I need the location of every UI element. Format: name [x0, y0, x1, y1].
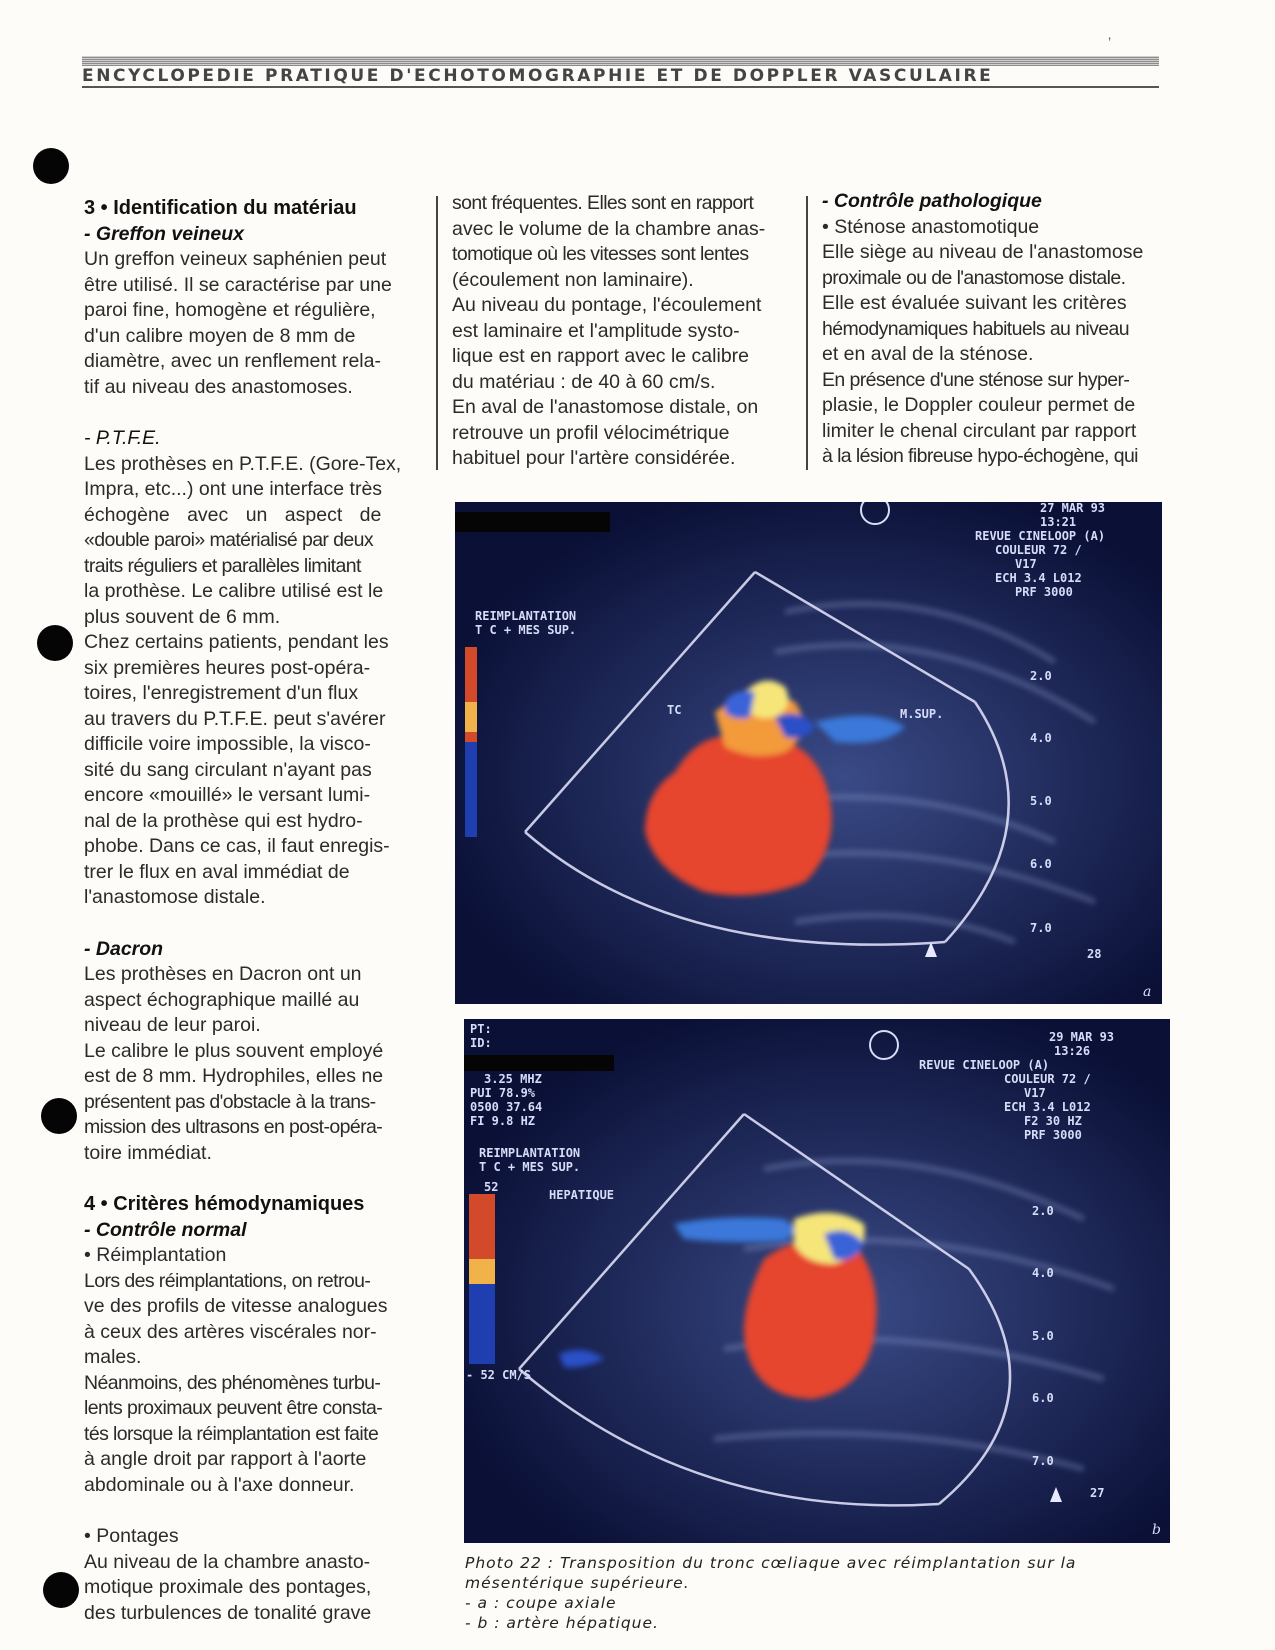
ultrasound-image-b: [464, 1019, 1170, 1543]
text-line: d'un calibre moyen de 8 mm de: [84, 324, 356, 347]
caption-line: Photo 22 : Transposition du tronc cœliaque avec réimplantation sur la: [465, 1554, 1077, 1572]
text-line: nal de la prothèse qui est hydro-: [84, 809, 363, 832]
param-line: FI 9.8 HZ: [470, 1114, 536, 1128]
redaction-bar: [455, 512, 610, 532]
text-line: Les prothèses en P.T.F.E. (Gore-Tex,: [84, 452, 402, 475]
text-line: et en aval de la sténose.: [822, 343, 1034, 365]
depth-mark: 5.0: [1030, 794, 1052, 808]
text-line: limiter le chenal circulant par rapport: [822, 419, 1137, 442]
pontages-paragraph: [84, 1550, 428, 1627]
dacron-heading: - Dacron: [84, 937, 164, 960]
overlay-right-line: 13:26: [1054, 1044, 1091, 1058]
text-line: difficile voire impossible, la visco-: [84, 733, 371, 755]
ultrasound-image-a: [455, 502, 1162, 1004]
vessel-label-tc: TC: [667, 703, 682, 717]
column-right: [822, 189, 1167, 470]
overlay-text-line: REIMPLANTATION: [475, 609, 577, 623]
depth-mark: 6.0: [1032, 1391, 1054, 1405]
depth-mark: 7.0: [1032, 1454, 1054, 1468]
photo-label-a: a: [1143, 984, 1152, 1000]
depth-mark: 2.0: [1030, 669, 1052, 683]
text-line: l'anastomose distale.: [84, 886, 266, 908]
text-line: paroi fine, homogène et régulière,: [84, 299, 376, 321]
overlay-right-line: 13:21: [1040, 515, 1077, 529]
frame-number: 28: [1087, 947, 1102, 961]
text-line: Impra, etc...) ont une interface très: [84, 478, 383, 500]
text-line: abdominale ou à l'axe donneur.: [84, 1473, 355, 1496]
text-line: mission des ultrasons en post-opéra-: [84, 1116, 383, 1138]
photo-caption: [465, 1553, 1185, 1633]
text-line: retrouve un profil vélocimétrique: [452, 421, 730, 444]
pontages-heading: • Pontages: [84, 1525, 179, 1547]
frame-number: 27: [1090, 1486, 1105, 1500]
text-line: est laminaire et l'amplitude systo-: [452, 319, 740, 342]
text-line: Elle siège au niveau de l'anastomose: [822, 241, 1144, 263]
greffon-paragraph: [84, 247, 428, 400]
corner-mark: ’: [1108, 34, 1112, 50]
overlay-right-line: REVUE CINELOOP (A): [919, 1058, 1050, 1072]
depth-mark: 6.0: [1030, 857, 1052, 871]
text-line: En aval de l'anastomose distale, on: [452, 396, 759, 418]
ultrasound-photo-b: [464, 1019, 1170, 1543]
greffon-heading: - Greffon veineux: [84, 222, 245, 245]
depth-mark: 5.0: [1032, 1329, 1054, 1343]
overlay-right-line: PRF 3000: [1015, 585, 1073, 599]
column-rule-2: [806, 196, 808, 470]
section-3-title: 3 • Identification du matériau: [84, 197, 357, 219]
text-line: diamètre, avec un renflement rela-: [84, 350, 381, 372]
caption-line: - b : artère hépatique.: [465, 1614, 659, 1632]
text-line: des turbulences de tonalité grave: [84, 1601, 372, 1624]
text-line: motique proximale des pontages,: [84, 1576, 372, 1598]
text-line: toires, l'enregistrement d'un flux: [84, 682, 359, 704]
controle-normal-heading: - Contrôle normal: [84, 1218, 247, 1241]
text-line: aspect échographique maillé au: [84, 988, 360, 1011]
text-line: plasie, le Doppler couleur permet de: [822, 394, 1136, 416]
redaction-bar: [464, 1055, 614, 1071]
overlay-text-line: T C + MES SUP.: [475, 623, 577, 637]
text-line: la prothèse. Le calibre utilisé est le: [84, 580, 384, 602]
text-line: Lors des réimplantations, on retrou-: [84, 1269, 371, 1292]
punch-hole-1: [33, 148, 69, 184]
text-line: au travers du P.T.F.E. peut s'avérer: [84, 707, 386, 730]
text-line: échogène avec un aspect de: [84, 503, 382, 526]
text-line: males.: [84, 1346, 142, 1368]
ultrasound-photo-a: [455, 502, 1162, 1004]
text-line: tif au niveau des anastomoses.: [84, 375, 353, 398]
section-4-title: 4 • Critères hémodynamiques: [84, 1193, 365, 1215]
overlay-right-line: ECH 3.4 L012: [1004, 1100, 1091, 1114]
text-line: six premières heures post-opéra-: [84, 656, 371, 679]
depth-mark: 4.0: [1030, 731, 1052, 745]
overlay-right-line: V17: [1015, 557, 1037, 571]
ptfe-paragraph: [84, 452, 428, 911]
depth-mark: 4.0: [1032, 1266, 1054, 1280]
overlay-right-line: COULEUR 72 /: [1004, 1072, 1091, 1086]
text-line: lique est en rapport avec le calibre: [452, 345, 750, 367]
punch-hole-4: [43, 1572, 79, 1608]
text-line: Elle est évaluée suivant les critères: [822, 292, 1127, 314]
caption-line: - a : coupe axiale: [465, 1594, 617, 1612]
text-line: proximale ou de l'anastomose distale.: [822, 266, 1126, 289]
text-line: est de 8 mm. Hydrophiles, elles ne: [84, 1065, 384, 1087]
param-line: 0500 37.64: [470, 1100, 543, 1114]
overlay-text-line: T C + MES SUP.: [479, 1160, 581, 1174]
reimplantation-heading: • Réimplantation: [84, 1244, 227, 1266]
overlay-text-line: PT:: [470, 1022, 492, 1036]
text-line: Au niveau du pontage, l'écoulement: [452, 294, 762, 316]
stenose-heading: • Sténose anastomotique: [822, 215, 1040, 238]
depth-mark: 2.0: [1032, 1204, 1054, 1218]
caption-line: mésentérique supérieure.: [465, 1574, 690, 1592]
overlay-right-line: ECH 3.4 L012: [995, 571, 1082, 585]
text-line: lents proximaux peuvent être consta-: [84, 1397, 383, 1419]
text-line: tés lorsque la réimplantation est faite: [84, 1422, 379, 1445]
column-rule-1: [436, 196, 438, 470]
color-scale-bar: [465, 647, 477, 837]
vessel-label-msup: M.SUP.: [900, 707, 944, 721]
text-line: trer le flux en aval immédiat de: [84, 860, 350, 883]
header-rule: [82, 86, 1159, 88]
scale-top-value: 52: [484, 1180, 499, 1194]
text-line: avec le volume de la chambre anas-: [452, 217, 766, 240]
photo-label-b: b: [1152, 1522, 1161, 1538]
text-line: plus souvent de 6 mm.: [84, 605, 281, 628]
text-line: être utilisé. Il se caractérise par une: [84, 273, 392, 296]
text-line: habituel pour l'artère considérée.: [452, 447, 736, 469]
overlay-text-line: ID:: [470, 1036, 492, 1050]
punch-hole-2: [37, 625, 73, 661]
text-line: Les prothèses en Dacron ont un: [84, 963, 362, 985]
text-line: sité du sang circulant n'ayant pas: [84, 758, 372, 781]
text-line: «double paroi» matérialisé par deux: [84, 529, 374, 551]
reimplantation-paragraph: [84, 1269, 428, 1499]
text-line: à ceux des artères viscérales nor-: [84, 1320, 377, 1343]
color-scale-bar: [469, 1194, 495, 1364]
overlay-right-line: F2 30 HZ: [1024, 1114, 1082, 1128]
overlay-right-line: V17: [1024, 1086, 1046, 1100]
text-line: à la lésion fibreuse hypo-échogène, qui: [822, 445, 1138, 467]
text-line: ve des profils de vitesse analogues: [84, 1295, 388, 1317]
dacron-paragraph: [84, 962, 428, 1166]
text-line: Néanmoins, des phénomènes turbu-: [84, 1371, 381, 1394]
text-line: encore «mouillé» le versant lumi-: [84, 784, 371, 806]
scale-bottom-value: - 52 CM/S: [466, 1368, 532, 1382]
param-line: 3.25 MHZ: [484, 1072, 542, 1086]
overlay-right-line: 27 MAR 93: [1040, 502, 1106, 515]
text-line: phobe. Dans ce cas, il faut enregis-: [84, 835, 390, 857]
ptfe-heading: - P.T.F.E.: [84, 427, 161, 449]
text-line: toire immédiat.: [84, 1141, 212, 1164]
text-line: hémodynamiques habituels au niveau: [822, 317, 1129, 340]
punch-hole-3: [41, 1098, 77, 1134]
column-left: [84, 196, 428, 1626]
text-line: tomotique où les vitesses sont lentes: [452, 243, 749, 265]
text-line: traits réguliers et parallèles limitant: [84, 554, 361, 577]
header-bar: [82, 56, 1159, 66]
overlay-right-line: REVUE CINELOOP (A): [975, 529, 1106, 543]
overlay-right-line: 29 MAR 93: [1049, 1030, 1115, 1044]
text-line: Un greffon veineux saphénien peut: [84, 248, 387, 270]
text-line: à angle droit par rapport à l'aorte: [84, 1448, 367, 1470]
column-middle: [452, 191, 802, 472]
text-line: du matériau : de 40 à 60 cm/s.: [452, 370, 716, 393]
controle-pathologique-heading: - Contrôle pathologique: [822, 190, 1042, 212]
text-line: (écoulement non laminaire).: [452, 268, 694, 291]
text-line: Au niveau de la chambre anasto-: [84, 1550, 371, 1573]
overlay-right-line: COULEUR 72 /: [995, 543, 1082, 557]
overlay-text-line: HEPATIQUE: [549, 1188, 615, 1202]
text-line: sont fréquentes. Elles sont en rapport: [452, 192, 754, 214]
text-line: présentent pas d'obstacle à la trans-: [84, 1090, 376, 1113]
text-line: niveau de leur paroi.: [84, 1014, 261, 1036]
running-header-title: ENCYCLOPEDIE PRATIQUE D'ECHOTOMOGRAPHIE ET DE DOPPLER VASCULAIRE: [82, 66, 994, 86]
text-line: Le calibre le plus souvent employé: [84, 1039, 384, 1062]
text-line: Chez certains patients, pendant les: [84, 631, 389, 653]
param-line: PUI 78.9%: [470, 1086, 536, 1100]
text-line: En présence d'une sténose sur hyper-: [822, 368, 1130, 391]
overlay-text-line: REIMPLANTATION: [479, 1146, 581, 1160]
depth-mark: 7.0: [1030, 921, 1052, 935]
overlay-right-line: PRF 3000: [1024, 1128, 1082, 1142]
